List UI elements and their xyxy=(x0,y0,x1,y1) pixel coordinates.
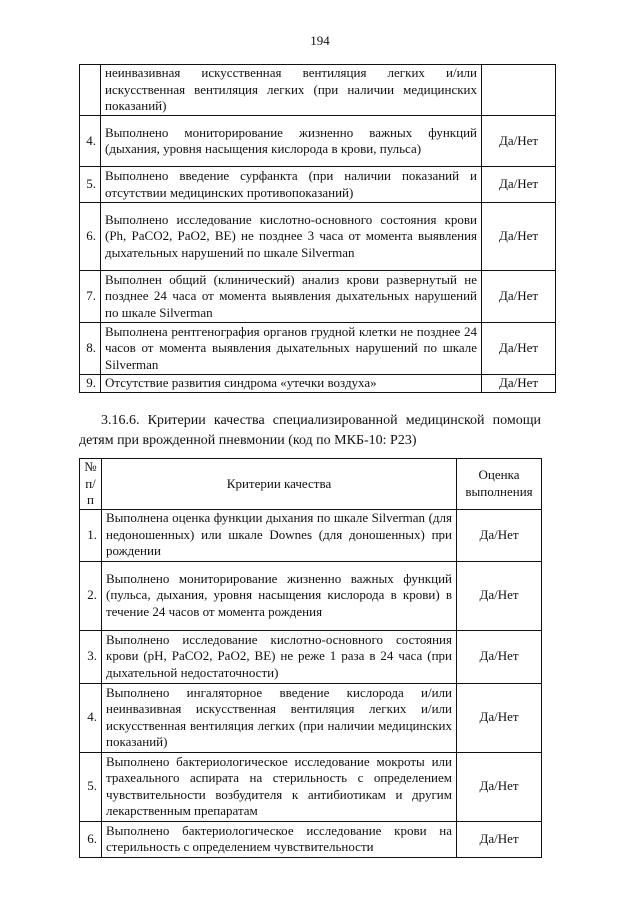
row-number: 5. xyxy=(80,167,101,203)
criterion-text: Выполнено исследование кислотно-основного состояния крови (pH, PaCO2, PaO2, BE) не реже 1 раза в 24 часа (при дыхательной недостаточности) xyxy=(102,630,457,683)
result-value: Да/Нет xyxy=(482,116,556,167)
quality-criteria-table xyxy=(79,458,542,858)
criterion-text: Выполнено введение сурфанкта (при наличии показаний и отсутствии медицинских противопоказаний) xyxy=(101,167,482,203)
row-number: 9. xyxy=(80,375,101,393)
result-value: Да/Нет xyxy=(482,375,556,393)
result-value: Да/Нет xyxy=(482,323,556,375)
criterion-text: Выполнена рентгенография органов грудной клетки не позднее 24 часов от момента выявления дыхательных нарушений по шкале Silverman xyxy=(101,323,482,375)
row-number: 5. xyxy=(80,752,102,821)
table-row xyxy=(80,65,556,116)
result-value: Да/Нет xyxy=(457,630,542,683)
row-number: 8. xyxy=(80,323,101,375)
result-value: Да/Нет xyxy=(457,821,542,857)
result-value: Да/Нет xyxy=(457,683,542,752)
result-value: Да/Нет xyxy=(457,752,542,821)
row-number: 7. xyxy=(80,271,101,323)
row-number: 6. xyxy=(80,821,102,857)
result-value: Да/Нет xyxy=(482,203,556,271)
table-row xyxy=(80,323,556,375)
table-row xyxy=(80,203,556,271)
result-value: Да/Нет xyxy=(457,561,542,630)
result-value xyxy=(482,65,556,116)
table-row xyxy=(80,271,556,323)
result-value: Да/Нет xyxy=(482,167,556,203)
row-number: 4. xyxy=(80,683,102,752)
criterion-text: Выполнено мониторирование жизненно важных функций (дыхания, уровня насыщения кислорода в крови, пульса) xyxy=(101,116,482,167)
table-row xyxy=(80,167,556,203)
criterion-text: Выполнена оценка функции дыхания по шкале Silverman (для недоношенных) или шкале Downes (для доношенных) при рождении xyxy=(102,509,457,561)
row-number: 3. xyxy=(80,630,102,683)
table-row xyxy=(80,821,542,857)
table-row xyxy=(80,561,542,630)
table-row xyxy=(80,116,556,167)
quality-criteria-table-continued xyxy=(79,64,556,393)
criterion-text: Выполнено мониторирование жизненно важных функций (пульса, дыхания, уровня насыщения кислорода в крови) в течение 24 часов от момента рождения xyxy=(102,561,457,630)
column-header-result: Оценка выполнения xyxy=(457,459,542,510)
row-number: 4. xyxy=(80,116,101,167)
criterion-text: Отсутствие развития синдрома «утечки воздуха» xyxy=(101,375,482,393)
criterion-text: Выполнено ингаляторное введение кислорода и/или неинвазивная искусственная вентиляция легких и/или искусственная вентиляция легких (при наличии медицинских показаний) xyxy=(102,683,457,752)
criterion-text: Выполнено бактериологическое исследование крови на стерильность с определением чувствительности xyxy=(102,821,457,857)
result-value: Да/Нет xyxy=(457,509,542,561)
page-number: 194 xyxy=(310,33,330,48)
criterion-text: Выполнен общий (клинический) анализ крови развернутый не позднее 24 часа от момента выявления дыхательных нарушений по шкале Silverman xyxy=(101,271,482,323)
criterion-text: Выполнено исследование кислотно-основного состояния крови (Ph, PaCO2, PaO2, BE) не позднее 3 часа от момента выявления дыхательных нарушений по шкале Silverman xyxy=(101,203,482,271)
section-heading: 3.16.6. Критерии качества специализированной медицинской помощи детям при врожденной пневмонии (код по МКБ-10: P23) xyxy=(79,413,541,448)
table-row xyxy=(80,630,542,683)
row-number xyxy=(80,65,101,116)
table-row xyxy=(80,375,556,393)
row-number: 2. xyxy=(80,561,102,630)
criterion-text: Выполнено бактериологическое исследование мокроты или трахеального аспирата на стерильность с определением чувствительности возбудителя к антибиотикам и другим лекарственным препаратам xyxy=(102,752,457,821)
table-row xyxy=(80,509,542,561)
column-header-criteria: Критерии качества xyxy=(102,459,457,510)
row-number: 6. xyxy=(80,203,101,271)
row-number: 1. xyxy=(80,509,102,561)
table-row xyxy=(80,752,542,821)
criterion-text: неинвазивная искусственная вентиляция легких и/или искусственная вентиляция легких (при наличии медицинских показаний) xyxy=(101,65,482,116)
table-row xyxy=(80,683,542,752)
table-header-row xyxy=(80,459,542,510)
column-header-number: № п/п xyxy=(80,459,102,510)
result-value: Да/Нет xyxy=(482,271,556,323)
